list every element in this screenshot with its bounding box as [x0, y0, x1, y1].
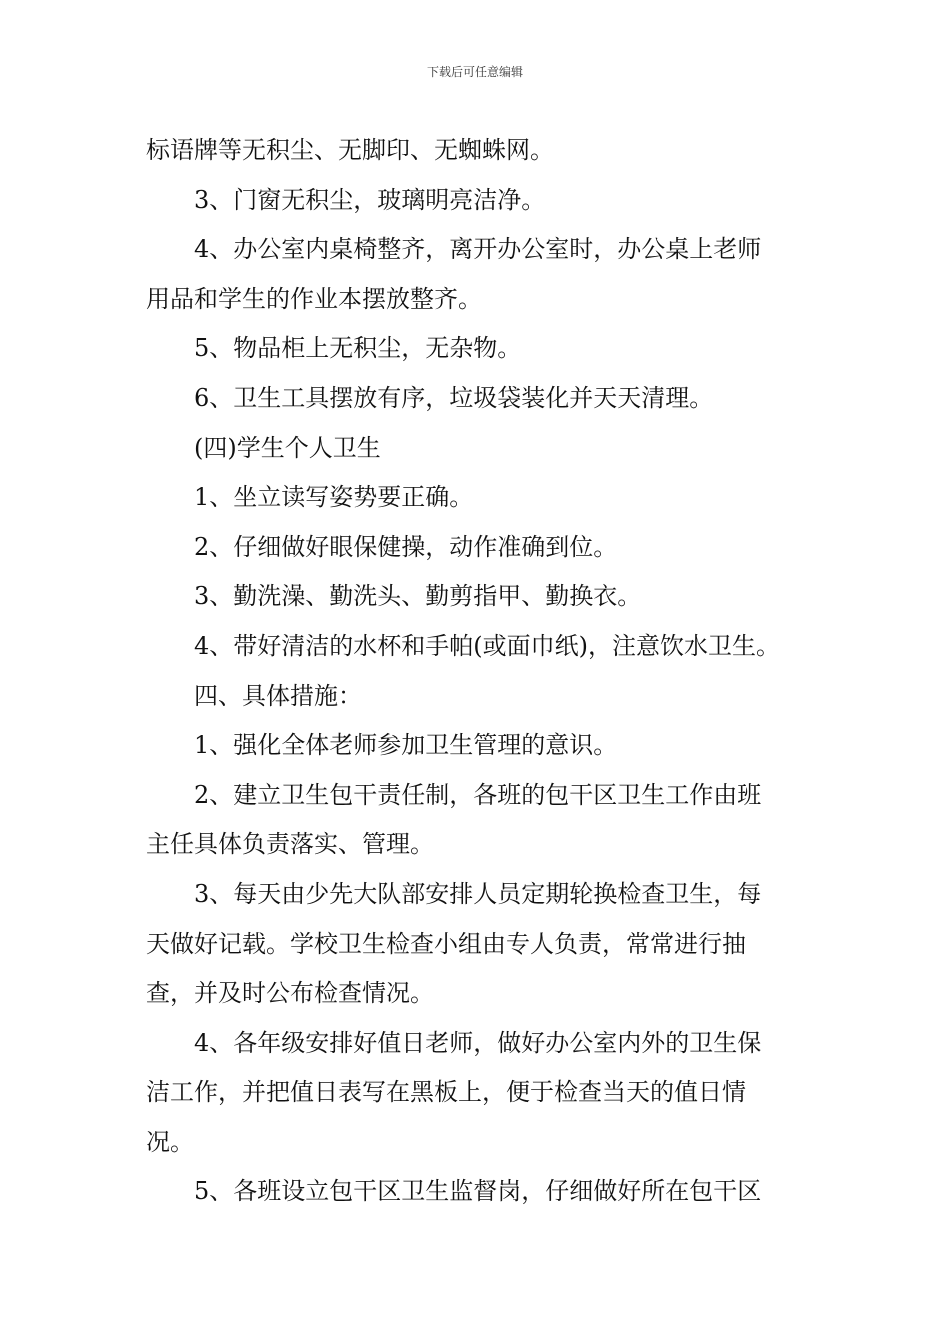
- body-line: 1、坐立读写姿势要正确。: [194, 483, 474, 512]
- body-line: 4、各年级安排好值日老师，做好办公室内外的卫生保: [194, 1028, 762, 1057]
- body-line: 用品和学生的作业本摆放整齐。: [146, 284, 482, 313]
- section-heading: (四)学生个人卫生: [194, 433, 381, 462]
- body-line: 天做好记载。学校卫生检查小组由专人负责，常常进行抽: [146, 929, 746, 958]
- body-line: 主任具体负责落实、管理。: [146, 830, 434, 859]
- page-header-note: 下载后可任意编辑: [426, 65, 523, 79]
- body-line: 况。: [146, 1127, 194, 1156]
- body-line: 2、仔细做好眼保健操，动作准确到位。: [194, 532, 618, 561]
- body-line: 5、各班设立包干区卫生监督岗，仔细做好所在包干区: [194, 1177, 762, 1206]
- body-line: 5、物品柜上无积尘，无杂物。: [194, 334, 522, 363]
- document-body: [146, 126, 816, 1217]
- body-line: 标语牌等无积尘、无脚印、无蜘蛛网。: [146, 136, 554, 164]
- section-heading: 四、具体措施：: [194, 681, 362, 710]
- body-line: 6、卫生工具摆放有序，垃圾袋装化并天天清理。: [194, 383, 714, 412]
- body-line: 洁工作，并把值日表写在黑板上，便于检查当天的值日情: [146, 1078, 746, 1107]
- body-line: 4、办公室内桌椅整齐，离开办公室时，办公桌上老师: [194, 235, 762, 264]
- body-line: 4、带好清洁的水杯和手帕(或面巾纸)，注意饮水卫生。: [194, 631, 780, 660]
- body-line: 2、建立卫生包干责任制，各班的包干区卫生工作由班: [194, 780, 762, 809]
- body-line: 1、强化全体老师参加卫生管理的意识。: [194, 731, 618, 760]
- body-line: 查，并及时公布检查情况。: [146, 979, 434, 1008]
- body-line: 3、每天由少先大队部安排人员定期轮换检查卫生，每: [194, 879, 762, 908]
- body-line: 3、勤洗澡、勤洗头、勤剪指甲、勤换衣。: [194, 582, 642, 611]
- body-line: 3、门窗无积尘，玻璃明亮洁净。: [194, 185, 546, 214]
